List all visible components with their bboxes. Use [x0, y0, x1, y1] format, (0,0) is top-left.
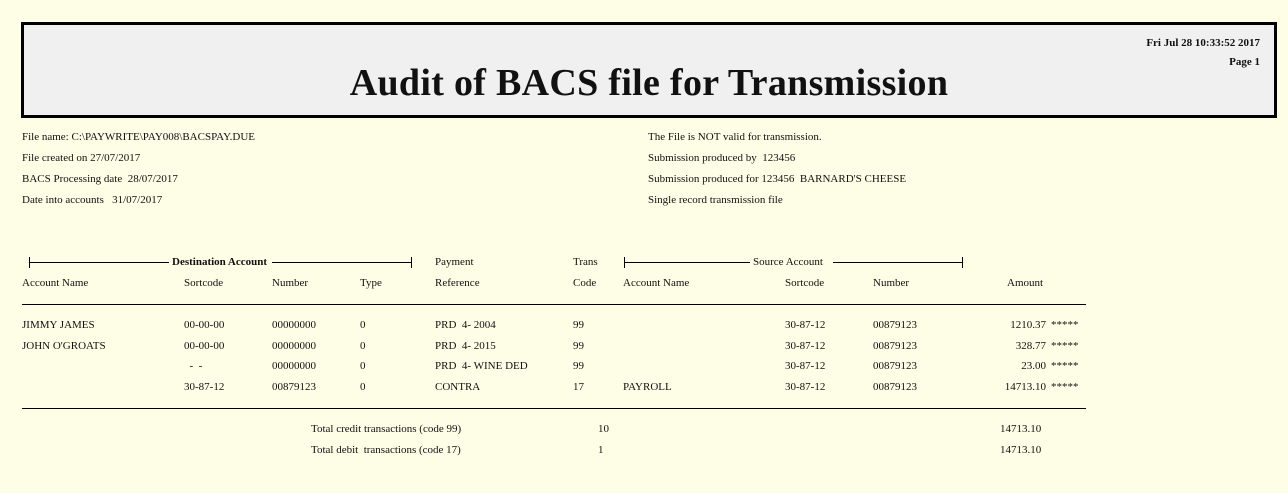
- total-debit-count: 1: [598, 444, 604, 456]
- total-debit-label: Total debit transactions (code 17): [311, 444, 461, 456]
- submission-produced-by: Submission produced by 123456: [648, 152, 796, 164]
- row-type: 0: [360, 339, 366, 352]
- total-credit-label: Total credit transactions (code 99): [311, 423, 462, 435]
- row-amount: 23.00: [1021, 360, 1046, 373]
- row-reference: PRD 4- 2015: [435, 339, 496, 352]
- col-type: Type: [360, 277, 382, 289]
- row-dest-sortcode: - -: [184, 360, 203, 373]
- payment-label: Payment: [435, 256, 474, 268]
- col-src-sortcode: Sortcode: [785, 277, 825, 289]
- row-src-number: 00879123: [873, 360, 917, 373]
- row-code: 99: [573, 339, 584, 352]
- row-dest-sortcode: 30-87-12: [184, 381, 225, 394]
- row-src-sortcode: 30-87-12: [785, 339, 826, 352]
- src-group-line-right: [833, 262, 962, 263]
- processing-date: BACS Processing date 28/07/2017: [22, 173, 178, 185]
- row-type: 0: [360, 319, 366, 331]
- col-src-account-name: Account Name: [623, 277, 690, 289]
- row-reference: CONTRA: [435, 381, 481, 394]
- trans-label: Trans: [573, 256, 598, 268]
- page-number: Page 1: [1229, 56, 1260, 68]
- row-code: 99: [573, 319, 584, 331]
- report-timestamp: Fri Jul 28 10:33:52 2017: [1146, 37, 1260, 49]
- row-src-sortcode: 30-87-12: [785, 319, 826, 331]
- dest-group-line-right: [272, 262, 411, 263]
- row-src-number: 00879123: [873, 339, 917, 352]
- col-reference: Reference: [435, 277, 480, 289]
- file-name: File name: C:\PAYWRITE\PAY008\BACSPAY.DUE: [22, 131, 256, 143]
- col-code: Code: [573, 277, 597, 289]
- report-title: Audit of BACS file for Transmission: [349, 62, 949, 104]
- footer-divider: [22, 408, 1086, 409]
- header-divider: [22, 304, 1086, 305]
- row-reference: PRD 4- WINE DED: [435, 360, 528, 373]
- row-dest-number: 00000000: [272, 360, 316, 373]
- row-src-number: 00879123: [873, 381, 917, 394]
- row-amount: 14713.10: [1004, 381, 1046, 394]
- validity-status: The File is NOT valid for transmission.: [648, 131, 822, 143]
- src-group-line-left: [624, 262, 750, 263]
- row-src-sortcode: 30-87-12: [785, 360, 826, 373]
- file-created: File created on 27/07/2017: [22, 152, 141, 164]
- total-credit-amount: 14713.10: [1000, 423, 1042, 435]
- row-flag: *****: [1051, 339, 1079, 352]
- row-amount: 328.77: [1015, 339, 1046, 352]
- total-debit-amount: 14713.10: [1000, 444, 1042, 456]
- row-src-sortcode: 30-87-12: [785, 381, 826, 394]
- dest-group-line-left: [29, 262, 169, 263]
- row-dest-number: 00879123: [272, 381, 316, 394]
- dest-group-right-tick: [411, 257, 412, 268]
- row-flag: *****: [1051, 319, 1079, 331]
- row-dest-number: 00000000: [272, 319, 316, 331]
- record-type: Single record transmission file: [648, 194, 783, 206]
- report-header: [21, 22, 1277, 118]
- row-type: 0: [360, 381, 366, 394]
- row-dest-account-name: JIMMY JAMES: [22, 319, 95, 331]
- row-code: 99: [573, 360, 584, 373]
- row-dest-number: 00000000: [272, 339, 316, 352]
- date-into-accounts: Date into accounts 31/07/2017: [22, 194, 163, 206]
- row-amount: 1210.37: [1010, 319, 1046, 331]
- row-flag: *****: [1051, 360, 1079, 373]
- dest-group-label: Destination Account: [172, 256, 268, 268]
- src-group-label: Source Account: [753, 256, 823, 268]
- col-src-number: Number: [873, 277, 910, 289]
- row-src-account-name: PAYROLL: [623, 381, 672, 394]
- row-dest-sortcode: 00-00-00: [184, 319, 225, 331]
- row-reference: PRD 4- 2004: [435, 319, 496, 331]
- col-amount: Amount: [1007, 277, 1044, 289]
- col-dest-sortcode: Sortcode: [184, 277, 224, 289]
- col-dest-number: Number: [272, 277, 309, 289]
- row-src-number: 00879123: [873, 319, 917, 331]
- src-group-right-tick: [962, 257, 963, 268]
- row-type: 0: [360, 360, 366, 373]
- col-dest-account-name: Account Name: [22, 277, 89, 289]
- row-flag: *****: [1051, 381, 1079, 394]
- row-dest-sortcode: 00-00-00: [184, 339, 225, 352]
- row-dest-account-name: JOHN O'GROATS: [22, 339, 106, 352]
- row-code: 17: [573, 381, 584, 394]
- submission-produced-for: Submission produced for 123456 BARNARD'S CHEESE: [648, 173, 907, 185]
- total-credit-count: 10: [598, 423, 609, 435]
